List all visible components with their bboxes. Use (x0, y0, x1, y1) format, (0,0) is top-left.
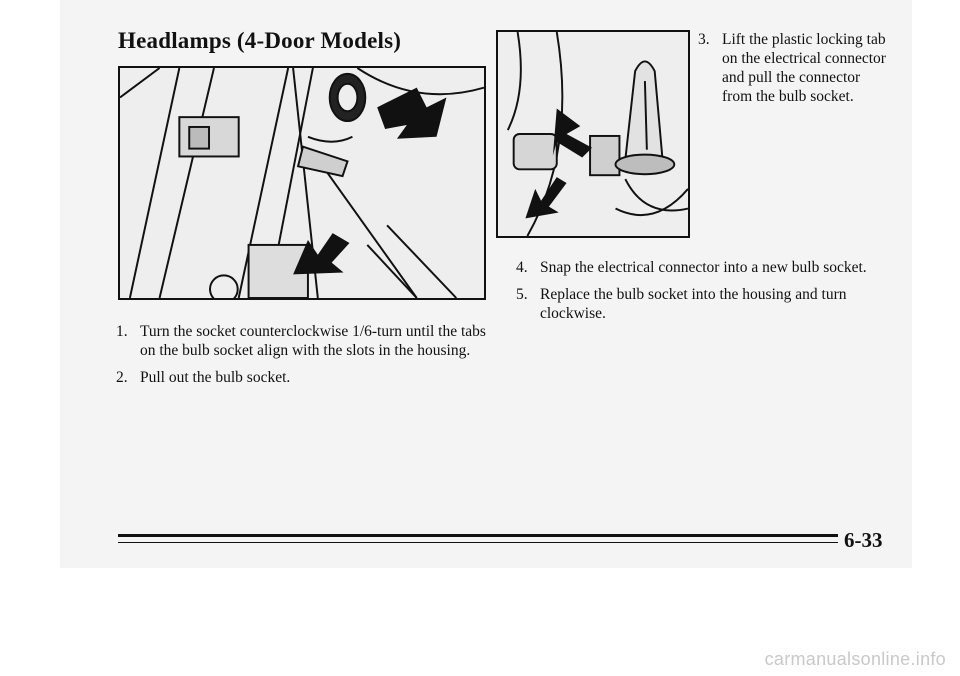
step-text: Replace the bulb socket into the housing and turn clockwise. (540, 286, 847, 322)
step-text: Pull out the bulb socket. (140, 369, 291, 386)
steps-column-left (116, 322, 496, 395)
steps-column-right (516, 258, 896, 331)
step-text: Turn the socket counterclockwise 1/6-turn until the tabs on the bulb socket align with the slots in the housing. (140, 323, 486, 359)
headlamp-socket-illustration (118, 66, 486, 300)
footer-rule-thin (118, 542, 838, 543)
step-item: 3. Lift the plastic locking tab on the electrical connector and pull the connector from the bulb socket. (698, 31, 886, 105)
page-number: 6-33 (844, 528, 883, 552)
page-title: Headlamps (4-Door Models) (118, 28, 402, 53)
step-item: 2. Pull out the bulb socket. (116, 369, 291, 386)
steps-column-top-right (698, 30, 888, 114)
bulb-connector-illustration (496, 30, 690, 238)
step-item: 4. Snap the electrical connector into a new bulb socket. (516, 259, 867, 276)
step-item: 5. Replace the bulb socket into the housing and turn clockwise. (516, 286, 847, 322)
footer-rule-thick (118, 534, 838, 537)
step-text: Snap the electrical connector into a new bulb socket. (540, 259, 867, 276)
step-text: Lift the plastic locking tab on the electrical connector and pull the connector from the bulb socket. (722, 31, 886, 105)
step-item: 1. Turn the socket counterclockwise 1/6-turn until the tabs on the bulb socket align with the slots in the housing. (116, 323, 486, 359)
watermark: carmanualsonline.info (764, 649, 946, 669)
